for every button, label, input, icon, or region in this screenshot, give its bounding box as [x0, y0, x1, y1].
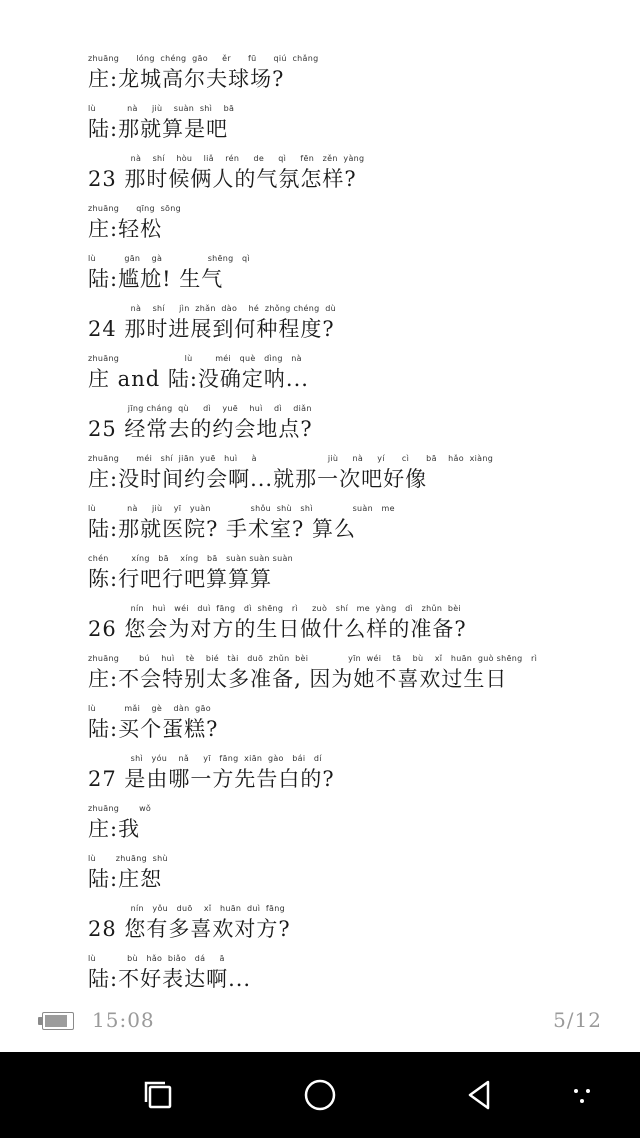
line-text: 陆:尴尬! 生气: [88, 267, 224, 291]
text-line: [88, 50, 628, 100]
pinyin-annotation: nà shí hòu liǎ rén de qì fēn zěn yàng: [88, 154, 365, 163]
text-line: [88, 800, 628, 850]
text-line: [88, 700, 628, 750]
text-line: [88, 850, 628, 900]
pinyin-annotation: nín yǒu duō xǐ huān duì fāng: [88, 904, 285, 913]
line-text: 庄 and 陆:没确定呐...: [88, 367, 309, 391]
line-text: 庄:没时间约会啊...就那一次吧好像: [88, 467, 428, 491]
menu-dots-icon[interactable]: [552, 1070, 612, 1120]
text-line: [88, 600, 628, 650]
text-line: [88, 150, 628, 200]
text-line: [88, 350, 628, 400]
line-text: 陆:庄恕: [88, 867, 163, 891]
pinyin-annotation: zhuāng wǒ: [88, 804, 152, 813]
pinyin-annotation: zhuāng bú huì tè bié tài duō zhǔn bèi yīn wéi tā bù xǐ huān guò shēng rì: [88, 654, 538, 663]
line-text: 庄:不会特别太多准备, 因为她不喜欢过生日: [88, 667, 508, 691]
line-text: 24 那时进展到何种程度?: [88, 317, 335, 341]
line-text: 25 经常去的约会地点?: [88, 417, 313, 441]
text-line: [88, 750, 628, 800]
line-text: 23 那时候俩人的气氛怎样?: [88, 167, 357, 191]
text-line: [88, 950, 628, 1000]
pinyin-annotation: chén xíng bā xíng bā suàn suàn suàn: [88, 554, 294, 563]
line-text: 庄:龙城高尔夫球场?: [88, 67, 285, 91]
line-text: 陆:那就医院? 手术室? 算么: [88, 517, 356, 541]
text-line: [88, 400, 628, 450]
line-text: 陆:不好表达啊...: [88, 967, 252, 991]
pinyin-annotation: zhuāng méi shí jiān yuē huì à jiù nà yí cì bā hǎo xiàng: [88, 454, 494, 463]
pinyin-annotation: zhuāng qīng sōng: [88, 204, 181, 213]
text-line: [88, 650, 628, 700]
text-line: [88, 200, 628, 250]
clock-time: 15:08: [92, 1008, 155, 1032]
page-indicator: 5/12: [553, 1008, 602, 1032]
pinyin-annotation: nà shí jìn zhǎn dào hé zhǒng chéng dù: [88, 304, 336, 313]
pinyin-annotation: lù mǎi gè dàn gāo: [88, 704, 211, 713]
text-line: [88, 450, 628, 500]
pinyin-annotation: zhuāng lù méi què dìng nà: [88, 354, 302, 363]
text-line: [88, 500, 628, 550]
line-text: 28 您有多喜欢对方?: [88, 917, 291, 941]
pinyin-annotation: lù gān gà shēng qì: [88, 254, 250, 263]
battery-icon: [38, 1012, 74, 1030]
pinyin-annotation: lù bù hǎo biǎo dá ā: [88, 954, 225, 963]
pinyin-annotation: lù zhuāng shù: [88, 854, 168, 863]
pinyin-annotation: zhuāng lóng chéng gāo ěr fū qiú chǎng: [88, 54, 319, 63]
text-line: [88, 100, 628, 150]
text-line: [88, 550, 628, 600]
pinyin-annotation: jīng cháng qù dì yuē huì dì diǎn: [88, 404, 312, 413]
line-text: 陈:行吧行吧算算算: [88, 567, 273, 591]
line-text: 26 您会为对方的生日做什么样的准备?: [88, 617, 467, 641]
line-text: 陆:买个蛋糕?: [88, 717, 219, 741]
text-line: [88, 300, 628, 350]
text-line: [88, 900, 628, 950]
line-text: 庄:我: [88, 817, 141, 841]
pinyin-annotation: lù nà jiù yī yuàn shǒu shù shì suàn me: [88, 504, 395, 513]
home-icon[interactable]: [290, 1070, 350, 1120]
navigation-bar: [0, 1052, 640, 1138]
pinyin-annotation: nín huì wéi duì fāng dì shēng rì zuò shí me yàng dì zhǔn bèi: [88, 604, 461, 613]
line-text: 27 是由哪一方先告白的?: [88, 767, 335, 791]
pinyin-annotation: lù nà jiù suàn shì bā: [88, 104, 235, 113]
line-text: 庄:轻松: [88, 217, 163, 241]
line-text: 陆:那就算是吧: [88, 117, 229, 141]
back-icon[interactable]: [450, 1070, 510, 1120]
recent-apps-icon[interactable]: [128, 1070, 188, 1120]
text-line: [88, 250, 628, 300]
reader-status-bar: [0, 1000, 640, 1044]
pinyin-annotation: shì yóu nǎ yī fāng xiān gào bái dí: [88, 754, 322, 763]
